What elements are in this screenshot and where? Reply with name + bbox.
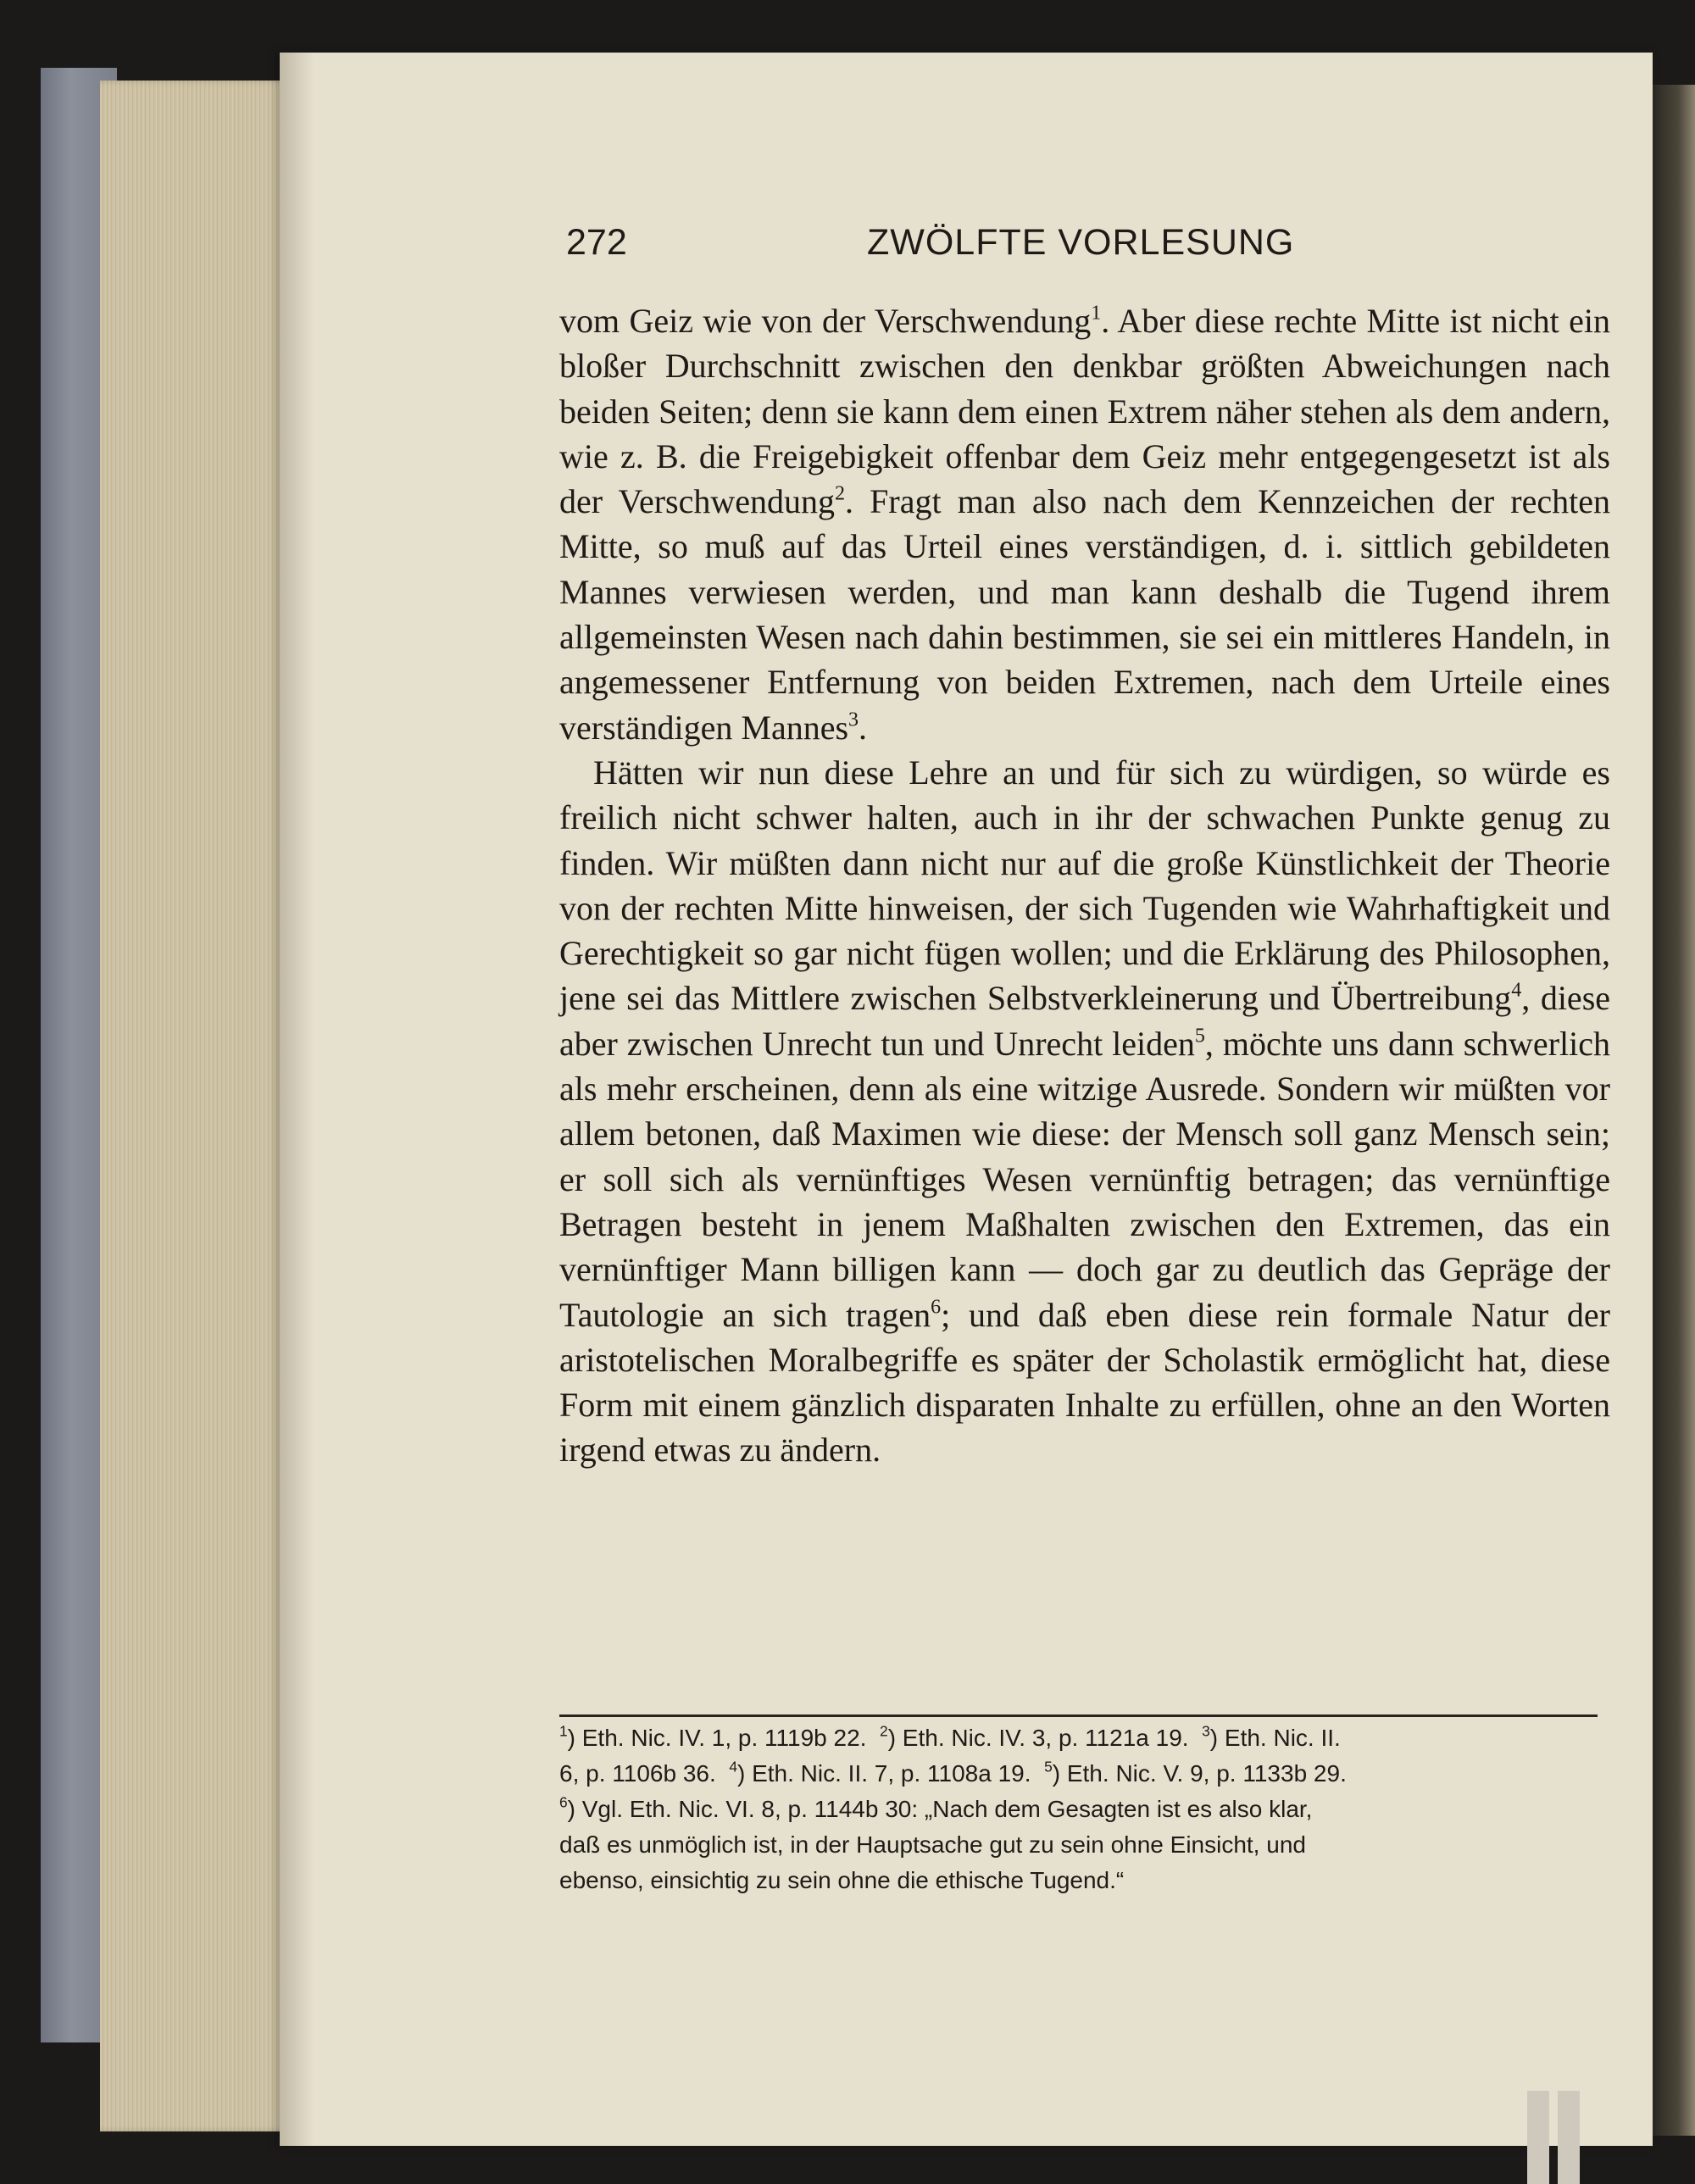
text-segment: Hätten wir nun diese Lehre an und für sich zu würdigen, so würde es freilich nicht schwer halten, auch in ihr der schwachen Punkte genug zu finden. Wir müßten dann nicht nur auf die große Künstlichkeit der Theorie von der rechten Mitte hinweisen, der sich Tugenden wie Wahrhaftigkeit und Gerechtigkeit so gar nicht fügen wollen; und die Erklärung des Philosophen, jene sei das Mittlere zwischen Selbstverkleinerung und Übertreibung <box>559 753 1610 1018</box>
paragraph-2 <box>559 750 1610 1473</box>
footnote-text: ) Eth. Nic. IV. 3, p. 1121a 19. <box>887 1725 1189 1751</box>
footnote-marker: 1 <box>559 1722 568 1740</box>
footnote-text: ) Eth. Nic. II. 7, p. 1108a 19. <box>736 1760 1031 1787</box>
footnote-text: ) Eth. Nic. II. <box>1209 1725 1341 1751</box>
text-segment: . Fragt man also nach dem Kennzeichen der rechten Mitte, so muß auf das Urteil eines verständigen, d. i. sittlich gebildeten Mannes verwiesen werden, und man kann deshalb die Tugend ihrem allgemeinsten Wesen nach dahin bestimmen, sie sei ein mittleres Handeln, in angemessener Entfernung von beiden Extremen, nach dem Urteile eines verständigen Mannes <box>559 482 1610 747</box>
footnote-marker: 6 <box>559 1793 568 1811</box>
body-text <box>559 298 1610 1473</box>
footnote-ref: 2 <box>835 482 846 505</box>
footnote-rule <box>559 1714 1598 1717</box>
text-segment: . <box>859 708 868 747</box>
footnote-line <box>559 1827 1595 1863</box>
footnote-ref: 1 <box>1091 302 1102 325</box>
footnote-line <box>559 1863 1595 1898</box>
footnote-ref: 5 <box>1194 1025 1205 1048</box>
footnote-marker: 3 <box>1202 1722 1210 1740</box>
footnote-marker: 5 <box>1044 1758 1053 1776</box>
bookmark-ribbon <box>1558 2091 1580 2184</box>
footnote-line <box>559 1792 1595 1827</box>
text-segment: , diese aber zwischen Unrecht tun und Unrecht leiden <box>559 979 1611 1063</box>
footnote-text: daß es unmöglich ist, in der Hauptsache gut zu sein ohne Einsicht, und <box>559 1831 1306 1858</box>
footnote-ref: 3 <box>848 709 859 731</box>
page-number: 272 <box>566 222 627 263</box>
facing-page-edge <box>1653 85 1695 2136</box>
footnote-text: 6, p. 1106b 36. <box>559 1760 716 1787</box>
page-edges <box>100 81 295 2131</box>
bookmark-ribbon <box>1527 2091 1549 2184</box>
text-segment: , möchte uns dann schwerlich als mehr erscheinen, denn als eine witzige Ausrede. Sondern wir müßten vor allem betonen, daß Maximen wie diese: der Mensch soll ganz Mensch sein; er soll sich als vernünftiges Wesen vernünftig betragen; das vernünftige Betragen besteht in jenem Maßhalten zwischen den Extremen, das ein vernünftiger Mann billigen kann — doch gar zu deutlich das Gepräge der Tautologie an sich tragen <box>559 1024 1610 1334</box>
text-segment: ; und daß eben diese rein formale Natur der aristotelischen Moralbegriffe es später der Scholastik ermöglicht hat, diese Form mit einem gänzlich disparaten Inhalte zu erfüllen, ohne an den Worten irgend etwas zu ändern. <box>559 1295 1610 1470</box>
footnote-text: ebenso, einsichtig zu sein ohne die ethische Tugend.“ <box>559 1867 1125 1893</box>
paragraph-1 <box>559 298 1610 750</box>
page-header <box>566 222 1610 270</box>
text-segment: vom Geiz wie von der Verschwendung <box>559 302 1092 340</box>
footnote-text: ) Eth. Nic. V. 9, p. 1133b 29. <box>1052 1760 1347 1787</box>
footnote-ref: 6 <box>931 1295 942 1318</box>
running-title: ZWÖLFTE VORLESUNG <box>867 222 1295 263</box>
footnote-line <box>559 1756 1595 1792</box>
footnote-ref: 4 <box>1511 979 1522 1002</box>
footnotes <box>559 1720 1595 1898</box>
footnote-line <box>559 1720 1595 1756</box>
footnote-text: ) Eth. Nic. IV. 1, p. 1119b 22. <box>567 1725 867 1751</box>
text-segment: . Aber diese rechte Mitte ist nicht ein bloßer Durchschnitt zwischen den denkbar größten Abweichungen nach beiden Seiten; denn sie kann dem einen Extrem näher stehen als dem andern, wie z. B. die Freigebigkeit offenbar dem Geiz mehr entgegengesetzt ist als der Verschwendung <box>559 302 1610 521</box>
footnote-text: ) Vgl. Eth. Nic. VI. 8, p. 1144b 30: „Nach dem Gesagten ist es also klar, <box>567 1796 1313 1822</box>
footnote-marker: 2 <box>880 1722 888 1740</box>
footnote-marker: 4 <box>729 1758 737 1776</box>
